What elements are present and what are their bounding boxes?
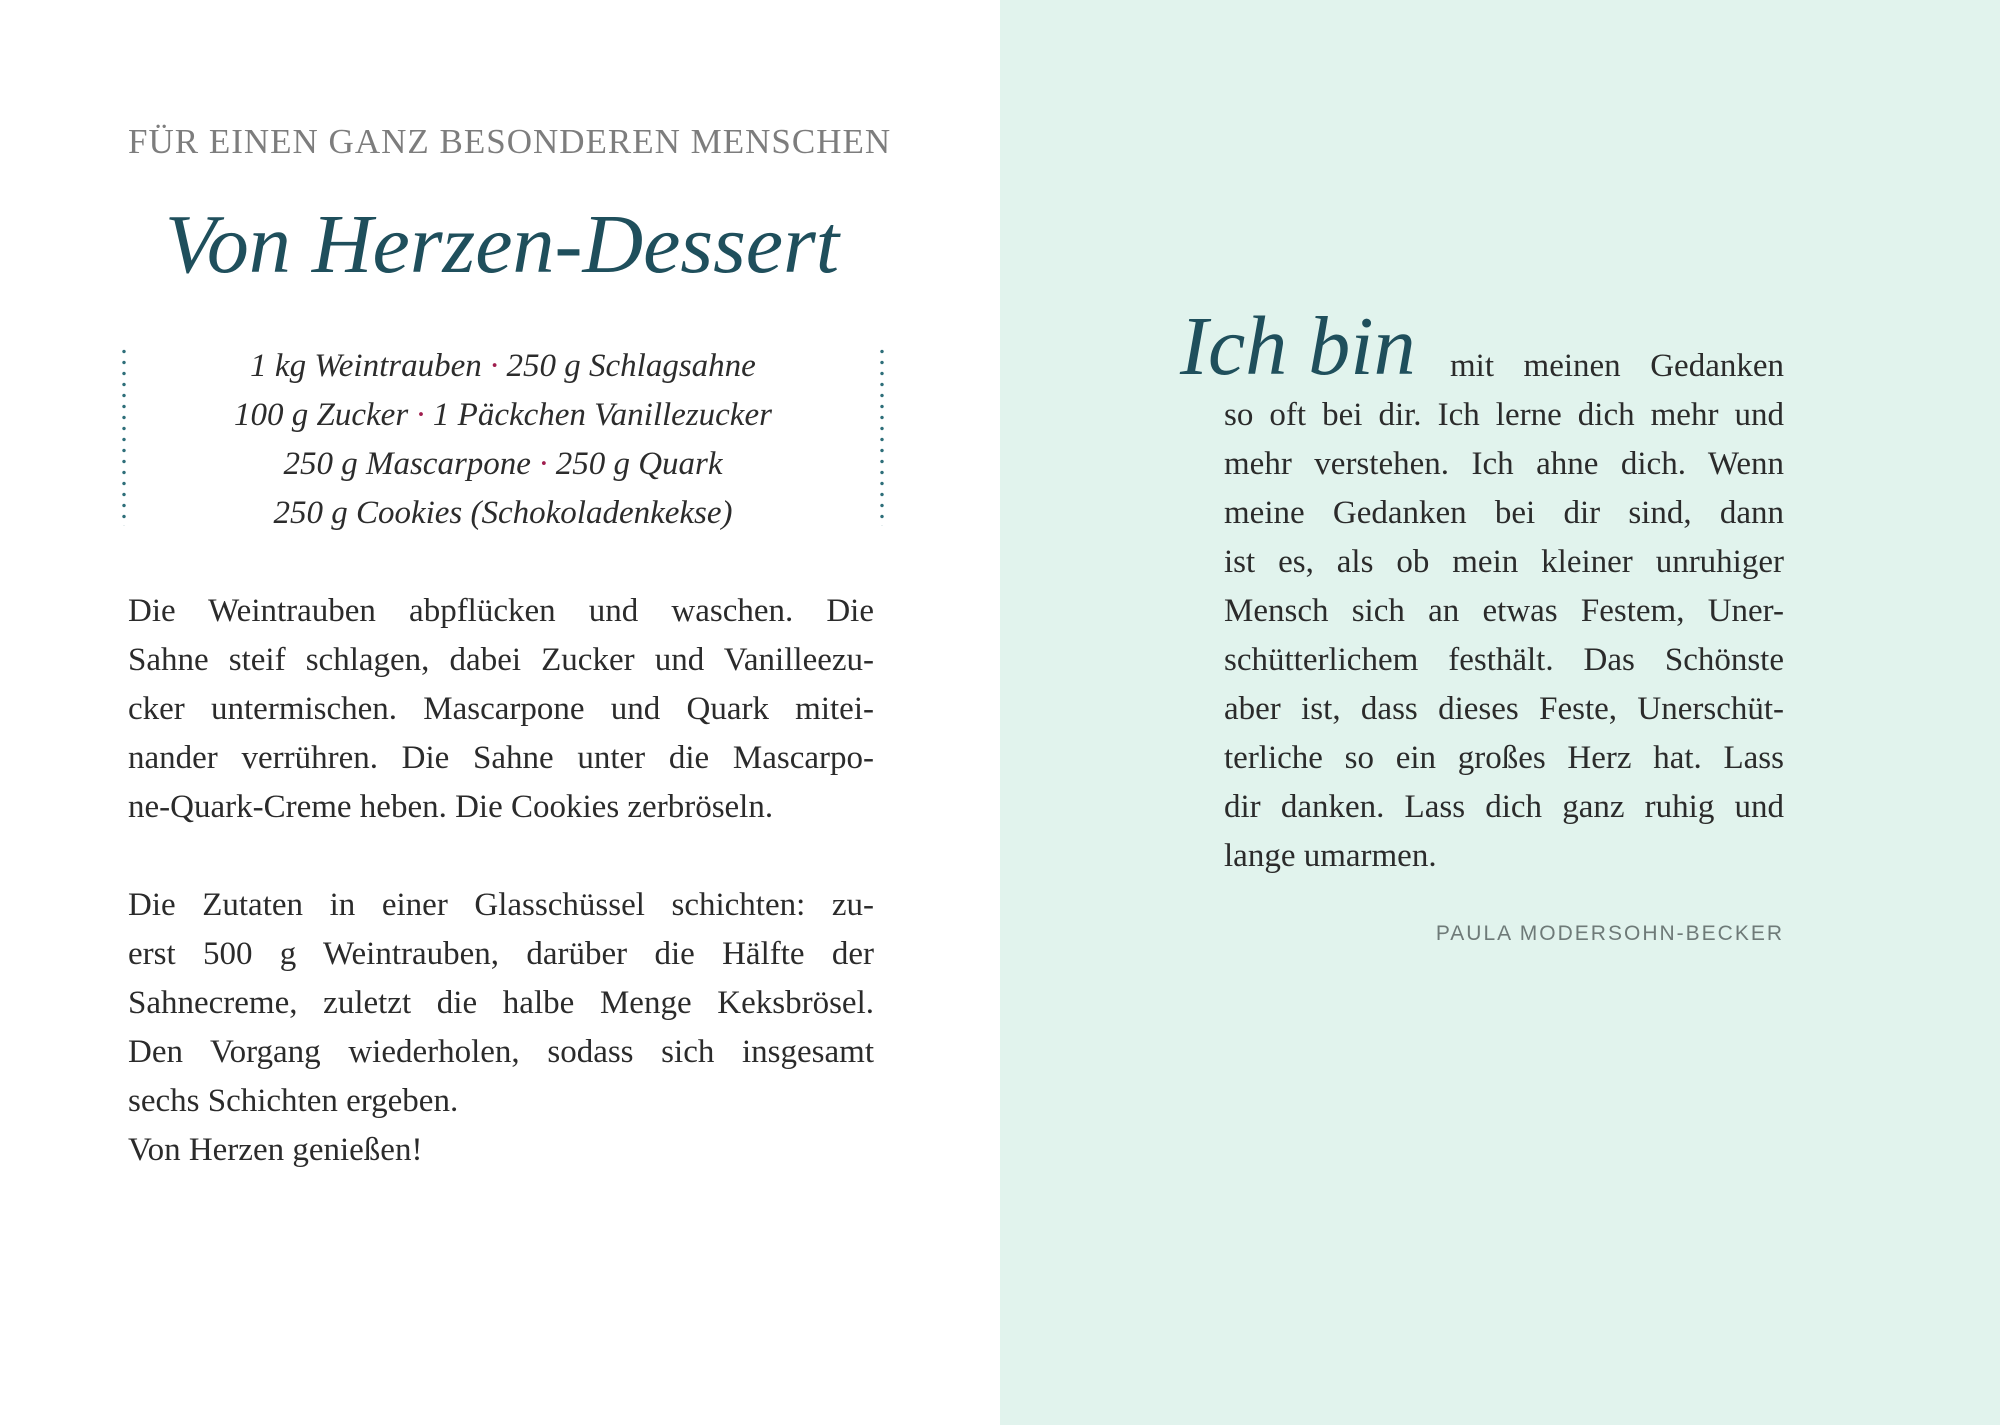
ingredient-item: 250 g Cookies (Schokoladenkekse) (273, 495, 733, 531)
quote-line: schütterlichem festhält. Das Schönste (1224, 642, 1784, 678)
ingredient-item: 1 kg Weintrauben (250, 348, 482, 384)
ingredient-line (118, 493, 888, 533)
ingredient-item: 250 g Quark (555, 446, 723, 482)
quote-line: aber ist, dass dieses Feste, Unerschüt- (1224, 691, 1784, 727)
quote-line: terliche so ein großes Herz hat. Lass (1224, 740, 1784, 776)
text-line: ne-Quark-Creme heben. Die Cookies zerbröseln. (128, 789, 774, 825)
quote-line: meine Gedanken bei dir sind, dann (1224, 495, 1784, 531)
quote-line: so oft bei dir. Ich lerne dich mehr und (1224, 397, 1784, 433)
text-line: Die Weintrauben abpflücken und waschen. Die (128, 593, 874, 629)
ingredient-separator: · (490, 348, 499, 384)
text-line: nander verrühren. Die Sahne unter die Mascarpo- (128, 740, 874, 776)
ingredient-item: 250 g Schlagsahne (506, 348, 756, 384)
quote-attribution: PAULA MODERSOHN-BECKER (1435, 922, 1784, 945)
quote-body (1224, 342, 1784, 881)
text-line: cker untermischen. Mascarpone und Quark mitei- (128, 691, 874, 727)
text-line: Von Herzen genießen! (128, 1132, 423, 1168)
quote-script-lead: Ich bin (1180, 300, 1416, 393)
quote-line: Mensch sich an etwas Festem, Uner- (1224, 593, 1784, 629)
ingredient-line (118, 346, 888, 386)
ingredient-item: 100 g Zucker (234, 397, 409, 433)
quote-line: ist es, als ob mein kleiner unruhiger (1224, 544, 1784, 580)
ingredient-item: 1 Päckchen Vanillezucker (432, 397, 772, 433)
text-line: Den Vorgang wiederholen, sodass sich insgesamt (128, 1034, 874, 1070)
text-line: sechs Schichten ergeben. (128, 1083, 459, 1119)
ingredients-block (118, 346, 888, 530)
quote-line: mehr verstehen. Ich ahne dich. Wenn (1224, 446, 1784, 482)
ingredient-item: 250 g Mascarpone (283, 446, 531, 482)
ingredient-separator: · (539, 446, 548, 482)
kicker-heading: FÜR EINEN GANZ BESONDEREN MENSCHEN (128, 122, 892, 161)
text-line: Sahnecreme, zuletzt die halbe Menge Keksbrösel. (128, 985, 874, 1021)
text-line: erst 500 g Weintrauben, darüber die Hälfte der (128, 936, 874, 972)
text-line: Sahne steif schlagen, dabei Zucker und Vanilleezu- (128, 642, 874, 678)
ingredient-separator: · (416, 397, 425, 433)
instructions-paragraph-1 (128, 587, 874, 832)
quote-line: lange umarmen. (1224, 838, 1437, 874)
instructions-paragraph-2 (128, 881, 874, 1175)
quote-line: dir danken. Lass dich ganz ruhig und (1224, 789, 1784, 825)
ingredient-line (118, 444, 888, 484)
quote-line: mit meinen Gedanken (1450, 348, 1784, 384)
recipe-title: Von Herzen-Dessert (164, 198, 840, 291)
ingredient-line (118, 395, 888, 435)
text-line: Die Zutaten in einer Glasschüssel schichten: zu- (128, 887, 874, 923)
